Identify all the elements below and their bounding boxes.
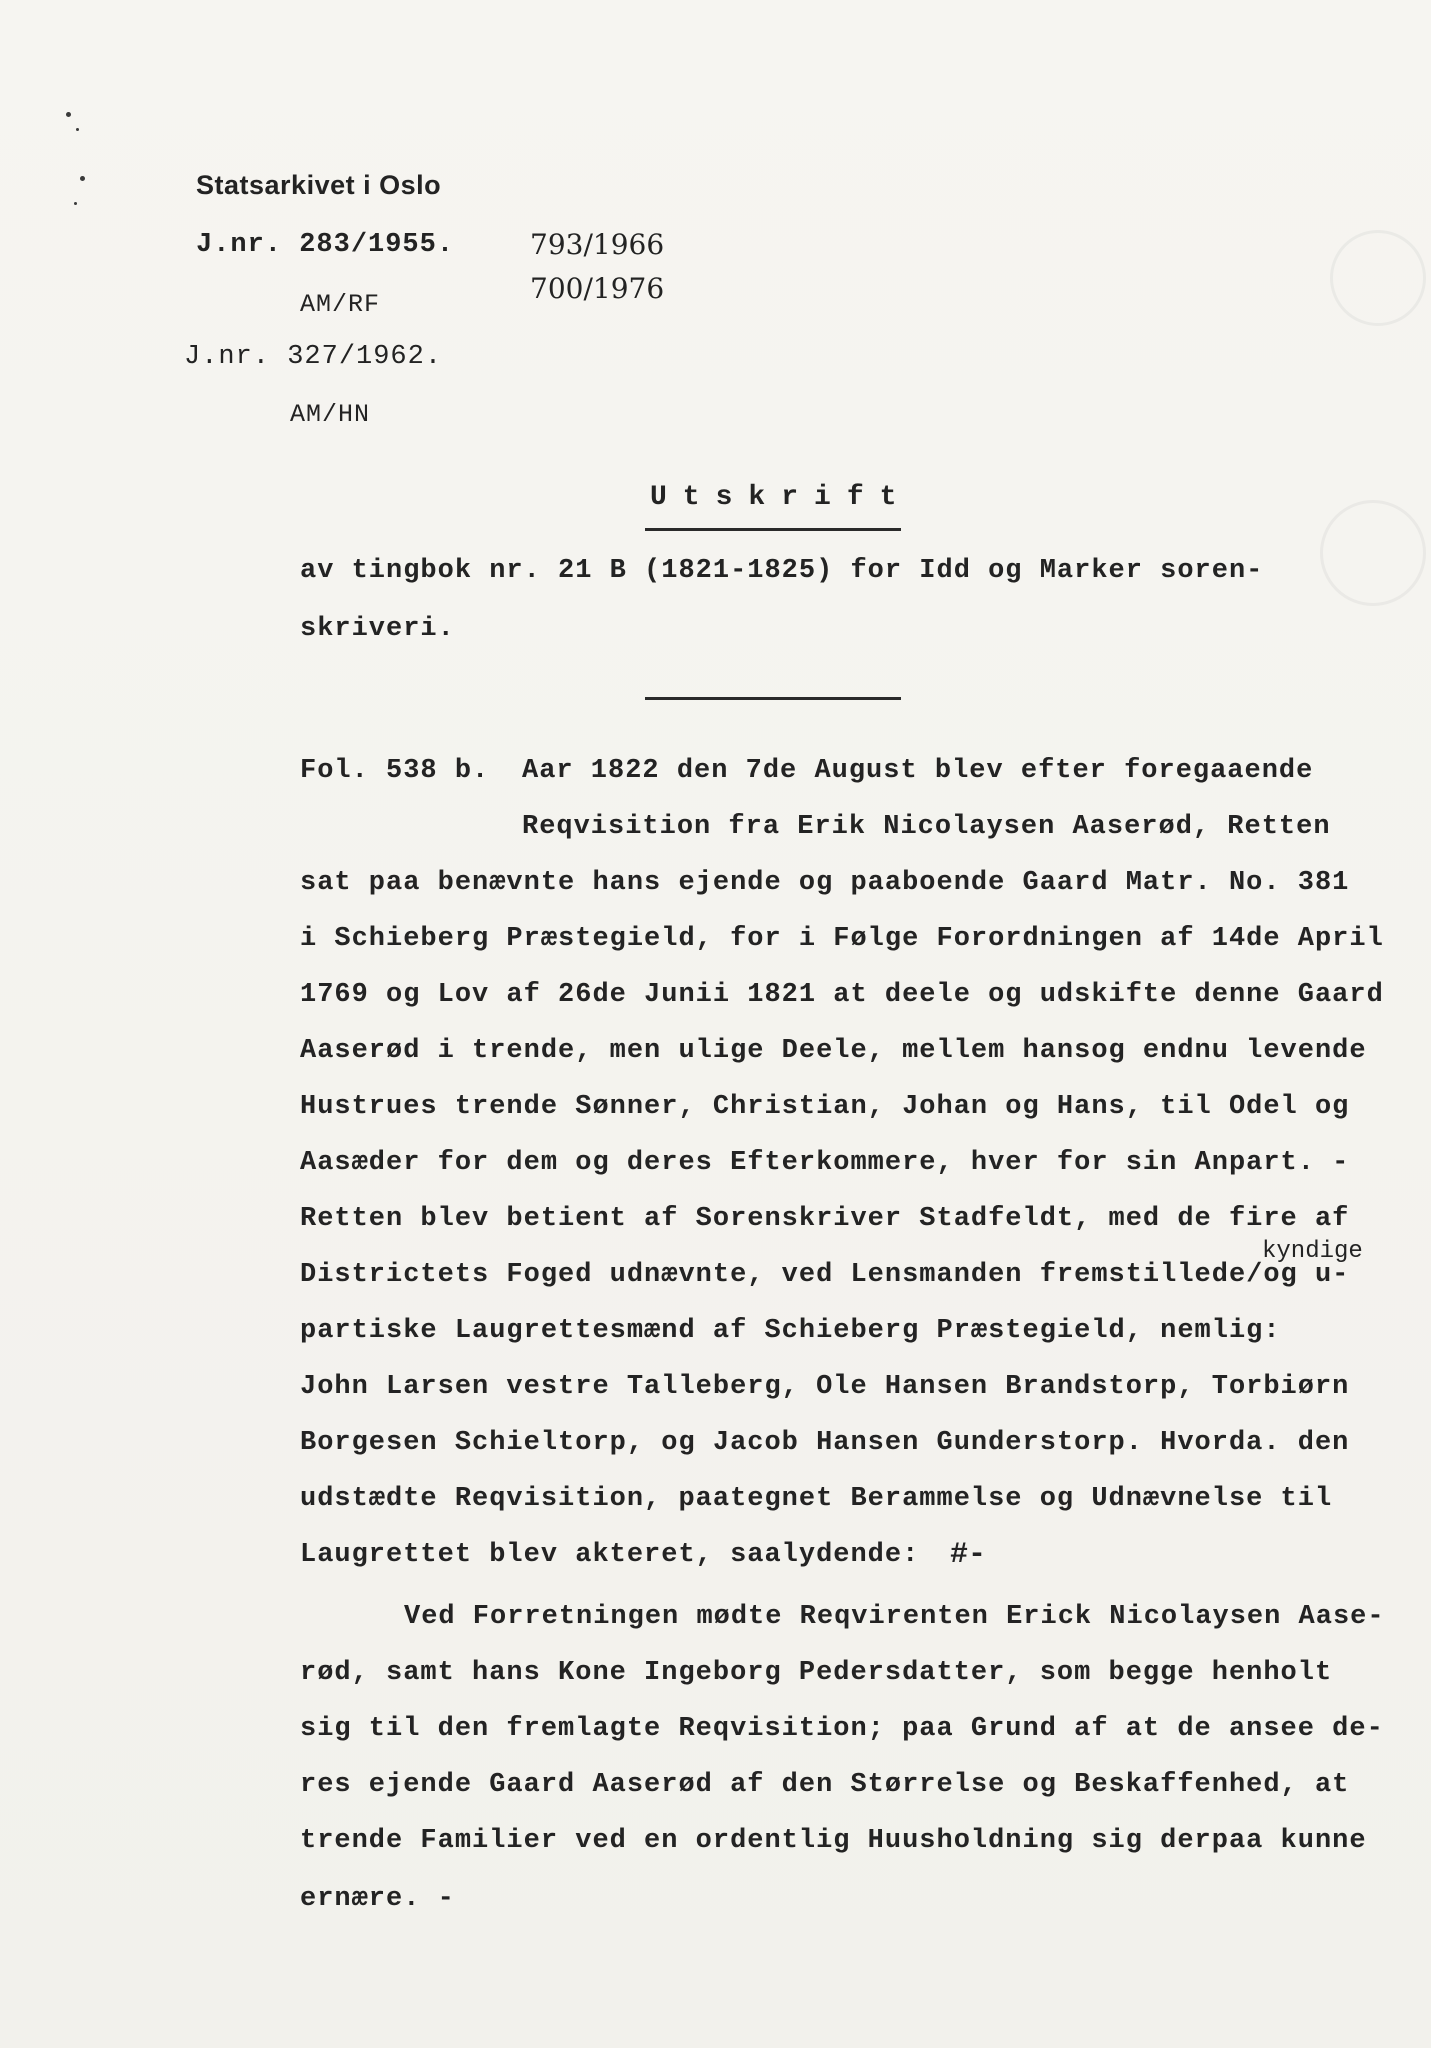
margin-speck [80, 176, 85, 181]
body-line: Hustrues trende Sønner, Christian, Johan og Hans, til Odel og [300, 1092, 1350, 1122]
intro-line: skriveri. [300, 614, 455, 644]
margin-speck [74, 202, 77, 205]
body-line: Borgesen Schieltorp, og Jacob Hansen Gunderstorp. Hvorda. den [300, 1428, 1350, 1458]
body-line: John Larsen vestre Talleberg, Ole Hansen Brandstorp, Torbiørn [300, 1372, 1350, 1402]
paragraph-line: res ejende Gaard Aaserød af den Størrelse og Beskaffenhed, at [300, 1770, 1350, 1800]
body-line: Aar 1822 den 7de August blev efter foregaaende [522, 756, 1314, 786]
margin-speck [76, 128, 79, 131]
paragraph-line: ernære. - [300, 1884, 455, 1914]
folio-reference: Fol. 538 b. [300, 756, 490, 786]
reference-number-1955: J.nr. 283/1955. [196, 230, 455, 260]
body-line: Aaserød i trende, men ulige Deele, mellem hansog endnu levende [300, 1036, 1367, 1066]
margin-speck [66, 112, 71, 117]
body-line: Laugrettet blev akteret, saalydende: [300, 1540, 920, 1570]
reference-initials-1955: AM/RF [300, 290, 381, 319]
insertion-mark: #- [950, 1538, 987, 1572]
body-line: udstædte Reqvisition, paategnet Berammelse og Udnævnelse til [300, 1484, 1333, 1514]
body-line: Reqvisition fra Erik Nicolaysen Aaserød, Retten [522, 812, 1331, 842]
archive-stamp: Statsarkivet i Oslo [196, 170, 442, 200]
body-line: Retten blev betient af Sorenskriver Stadfeldt, med de fire af [300, 1204, 1350, 1234]
body-line: 1769 og Lov af 26de Junii 1821 at deele og udskifte denne Gaard [300, 980, 1384, 1010]
handwritten-ref-1976: 700/1976 [530, 272, 665, 305]
intro-line: av tingbok nr. 21 B (1821-1825) for Idd og Marker soren- [300, 556, 1264, 586]
bleed-through-stamp [1320, 500, 1426, 606]
paragraph-line: rød, samt hans Kone Ingeborg Pedersdatter, som begge henholt [300, 1658, 1333, 1688]
document-title: Utskrift [650, 482, 913, 513]
handwritten-ref-1966: 793/1966 [530, 228, 665, 261]
paragraph-line: trende Familier ved en ordentlig Huusholdning sig derpaa kunne [300, 1826, 1367, 1856]
section-divider [645, 697, 901, 700]
reference-initials-1962: AM/HN [290, 400, 371, 429]
body-line: Districtets Foged udnævnte, ved Lensmanden fremstillede/og u- [300, 1260, 1350, 1290]
paragraph-line: sig til den fremlagte Reqvisition; paa Grund af at de ansee de- [300, 1714, 1384, 1744]
body-line: Aasæder for dem og deres Efterkommere, hver for sin Anpart. - [300, 1148, 1350, 1178]
paragraph-line: Ved Forretningen mødte Reqvirenten Erick Nicolaysen Aase- [404, 1602, 1385, 1632]
body-line: sat paa benævnte hans ejende og paaboende Gaard Matr. No. 381 [300, 868, 1350, 898]
bleed-through-stamp [1330, 230, 1426, 326]
inserted-word: kyndige [1262, 1238, 1363, 1265]
body-line: partiske Laugrettesmænd af Schieberg Præstegield, nemlig: [300, 1316, 1281, 1346]
body-line: i Schieberg Præstegield, for i Følge Forordningen af 14de April [300, 924, 1384, 954]
reference-number-1962: J.nr. 327/1962. [184, 342, 443, 372]
title-underline [645, 528, 901, 531]
